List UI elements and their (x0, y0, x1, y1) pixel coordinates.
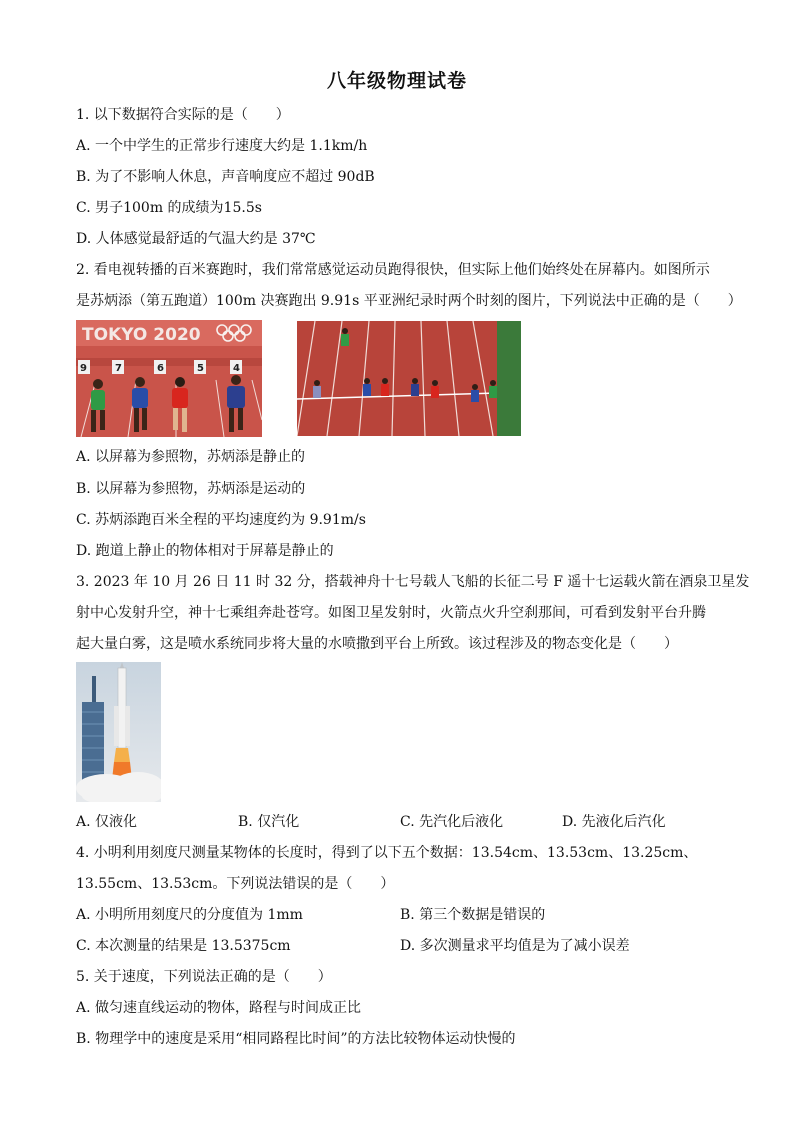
question-3-stem-line-1: 3. 2023 年 10 月 26 日 11 时 32 分，搭载神舟十七号载人飞船的长征二号 F 遥十七运载火箭在酒泉卫星发 (76, 574, 750, 590)
question-4-option-d: D. 多次测量求平均值是为了减小误差 (400, 938, 630, 954)
question-4-option-b: B. 第三个数据是错误的 (400, 907, 546, 923)
question-2-stem-line-1: 2. 看电视转播的百米赛跑时，我们常常感觉运动员跑得很快，但实际上他们始终处在屏幕内。如图所示 (76, 262, 710, 278)
question-2-option-b: B. 以屏幕为参照物，苏炳添是运动的 (76, 481, 306, 497)
question-1-stem: 1. 以下数据符合实际的是（ ） (76, 107, 290, 123)
lane-number-7: 7 (115, 363, 122, 374)
lane-number-5: 5 (197, 363, 204, 374)
page-title: 八年级物理试卷 (326, 70, 467, 92)
question-4-stem-line-1: 4. 小明利用刻度尺测量某物体的长度时，得到了以下五个数据：13.54cm、13.53cm、13.25cm、 (76, 845, 698, 861)
question-4-option-c: C. 本次测量的结果是 13.5375cm (76, 938, 291, 954)
question-2-option-c: C. 苏炳添跑百米全程的平均速度约为 9.91m/s (76, 512, 366, 528)
question-2-option-a: A. 以屏幕为参照物，苏炳添是静止的 (76, 449, 306, 465)
question-1-option-a: A. 一个中学生的正常步行速度大约是 1.1km/h (76, 138, 368, 154)
question-1-option-b: B. 为了不影响人休息，声音响度应不超过 90dB (76, 169, 375, 185)
question-5-stem: 5. 关于速度，下列说法正确的是（ ） (76, 969, 332, 985)
lane-number-4: 4 (233, 363, 240, 374)
question-5-option-a: A. 做匀速直线运动的物体，路程与时间成正比 (76, 1000, 362, 1016)
question-2-option-d: D. 跑道上静止的物体相对于屏幕是静止的 (76, 543, 334, 559)
question-3-stem-line-2: 射中心发射升空，神十七乘组奔赴苍穹。如图卫星发射时，火箭点火升空刹那间，可看到发射平台升腾 (76, 605, 706, 621)
question-2-stem-line-2: 是苏炳添（第五跑道）100m 决赛跑出 9.91s 平亚洲纪录时两个时刻的图片，下列说法中正确的是（ ） (76, 293, 742, 309)
race-finish-photo (297, 321, 521, 436)
lane-number-6: 6 (157, 363, 164, 374)
question-3-option-c: C. 先汽化后液化 (400, 814, 504, 830)
question-1-option-c: C. 男子100m 的成绩为15.5s (76, 200, 262, 216)
question-1-option-d: D. 人体感觉最舒适的气温大约是 37℃ (76, 231, 316, 247)
question-4-option-a: A. 小明所用刻度尺的分度值为 1mm (76, 907, 303, 923)
lane-number-9: 9 (80, 363, 87, 374)
question-3-stem-line-3: 起大量白雾，这是喷水系统同步将大量的水喷撒到平台上所致。该过程涉及的物态变化是（ ） (76, 636, 678, 652)
race-start-photo (76, 320, 262, 437)
tokyo-2020-banner: TOKYO 2020 (82, 325, 201, 345)
rocket-launch-photo (76, 662, 161, 802)
question-3-option-a: A. 仅液化 (76, 814, 138, 830)
question-4-stem-line-2: 13.55cm、13.53cm。下列说法错误的是（ ） (76, 876, 395, 892)
question-5-option-b: B. 物理学中的速度是采用“相同路程比时间”的方法比较物体运动快慢的 (76, 1031, 516, 1047)
question-3-option-b: B. 仅汽化 (238, 814, 300, 830)
question-3-option-d: D. 先液化后汽化 (562, 814, 666, 830)
